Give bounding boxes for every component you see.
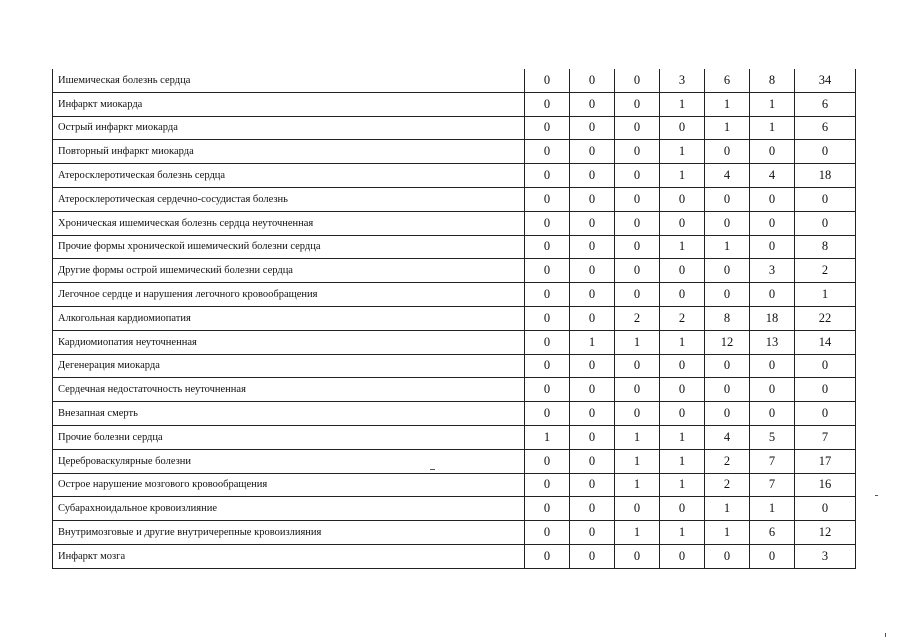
value-cell: 0 <box>525 354 570 378</box>
value-cell: 0 <box>525 306 570 330</box>
value-cell: 0 <box>570 449 615 473</box>
value-cell: 1 <box>705 521 750 545</box>
value-cell: 1 <box>660 235 705 259</box>
value-cell: 0 <box>750 235 795 259</box>
value-cell: 0 <box>750 140 795 164</box>
value-cell: 0 <box>705 187 750 211</box>
value-cell: 0 <box>750 402 795 426</box>
value-cell: 0 <box>570 473 615 497</box>
value-cell: 0 <box>615 116 660 140</box>
value-cell: 0 <box>525 521 570 545</box>
table-row <box>53 92 856 116</box>
value-cell: 0 <box>525 473 570 497</box>
value-cell: 0 <box>570 354 615 378</box>
row-label: Другие формы острой ишемический болезни сердца <box>53 259 525 283</box>
value-cell: 16 <box>795 473 856 497</box>
value-cell: 0 <box>615 92 660 116</box>
value-cell: 1 <box>615 425 660 449</box>
value-cell: 0 <box>660 402 705 426</box>
value-cell: 0 <box>570 402 615 426</box>
value-cell: 2 <box>705 473 750 497</box>
value-cell: 1 <box>705 235 750 259</box>
value-cell: 0 <box>615 164 660 188</box>
row-label: Хроническая ишемическая болезнь сердца неуточненная <box>53 211 525 235</box>
value-cell: 0 <box>525 497 570 521</box>
table-row <box>53 140 856 164</box>
value-cell: 18 <box>795 164 856 188</box>
value-cell: 1 <box>660 92 705 116</box>
value-cell: 0 <box>660 378 705 402</box>
value-cell: 3 <box>795 544 856 568</box>
value-cell: 0 <box>795 378 856 402</box>
value-cell: 0 <box>525 402 570 426</box>
table-row <box>53 306 856 330</box>
value-cell: 1 <box>615 473 660 497</box>
row-label: Повторный инфаркт миокарда <box>53 140 525 164</box>
value-cell: 1 <box>660 140 705 164</box>
row-label: Атеросклеротическая сердечно-сосудистая болезнь <box>53 187 525 211</box>
table-row <box>53 330 856 354</box>
value-cell: 0 <box>525 187 570 211</box>
value-cell: 0 <box>660 283 705 307</box>
value-cell: 0 <box>525 92 570 116</box>
value-cell: 0 <box>705 378 750 402</box>
value-cell: 0 <box>660 187 705 211</box>
value-cell: 0 <box>570 235 615 259</box>
value-cell: 3 <box>750 259 795 283</box>
table-row <box>53 378 856 402</box>
scan-speck <box>875 495 878 496</box>
value-cell: 0 <box>750 544 795 568</box>
scan-speck <box>430 469 435 470</box>
value-cell: 0 <box>660 354 705 378</box>
value-cell: 0 <box>660 259 705 283</box>
value-cell: 4 <box>705 425 750 449</box>
table-row <box>53 354 856 378</box>
value-cell: 0 <box>570 521 615 545</box>
value-cell: 0 <box>525 544 570 568</box>
table-row <box>53 116 856 140</box>
value-cell: 0 <box>750 378 795 402</box>
row-label: Инфаркт мозга <box>53 544 525 568</box>
value-cell: 34 <box>795 69 856 92</box>
value-cell: 0 <box>705 259 750 283</box>
value-cell: 1 <box>705 116 750 140</box>
row-label: Внезапная смерть <box>53 402 525 426</box>
value-cell: 8 <box>795 235 856 259</box>
value-cell: 0 <box>570 116 615 140</box>
value-cell: 18 <box>750 306 795 330</box>
table-row <box>53 283 856 307</box>
scan-speck <box>885 633 886 637</box>
value-cell: 0 <box>615 378 660 402</box>
value-cell: 0 <box>750 211 795 235</box>
table-row <box>53 521 856 545</box>
value-cell: 0 <box>795 497 856 521</box>
value-cell: 0 <box>615 187 660 211</box>
value-cell: 1 <box>705 497 750 521</box>
table-row <box>53 69 856 92</box>
table-row <box>53 187 856 211</box>
value-cell: 1 <box>750 116 795 140</box>
value-cell: 0 <box>615 140 660 164</box>
value-cell: 0 <box>705 354 750 378</box>
value-cell: 0 <box>705 211 750 235</box>
value-cell: 0 <box>570 378 615 402</box>
value-cell: 0 <box>660 211 705 235</box>
value-cell: 14 <box>795 330 856 354</box>
value-cell: 0 <box>615 544 660 568</box>
value-cell: 0 <box>570 283 615 307</box>
row-label: Острое нарушение мозгового кровообращения <box>53 473 525 497</box>
row-label: Кардиомиопатия неуточненная <box>53 330 525 354</box>
value-cell: 0 <box>795 211 856 235</box>
value-cell: 3 <box>660 69 705 92</box>
value-cell: 0 <box>615 283 660 307</box>
value-cell: 7 <box>750 449 795 473</box>
value-cell: 4 <box>750 164 795 188</box>
value-cell: 0 <box>750 354 795 378</box>
value-cell: 0 <box>615 235 660 259</box>
value-cell: 7 <box>795 425 856 449</box>
value-cell: 1 <box>660 449 705 473</box>
row-label: Прочие формы хронической ишемический болезни сердца <box>53 235 525 259</box>
value-cell: 8 <box>705 306 750 330</box>
value-cell: 0 <box>525 116 570 140</box>
value-cell: 0 <box>705 140 750 164</box>
value-cell: 0 <box>615 259 660 283</box>
value-cell: 0 <box>525 283 570 307</box>
row-label: Инфаркт миокарда <box>53 92 525 116</box>
row-label: Прочие болезни сердца <box>53 425 525 449</box>
value-cell: 0 <box>525 235 570 259</box>
value-cell: 0 <box>525 449 570 473</box>
value-cell: 4 <box>705 164 750 188</box>
row-label: Внутримозговые и другие внутричерепные кровоизлияния <box>53 521 525 545</box>
table-row <box>53 164 856 188</box>
value-cell: 0 <box>660 116 705 140</box>
value-cell: 1 <box>660 473 705 497</box>
table-row <box>53 259 856 283</box>
value-cell: 0 <box>570 425 615 449</box>
table-row <box>53 473 856 497</box>
value-cell: 1 <box>660 521 705 545</box>
value-cell: 5 <box>750 425 795 449</box>
value-cell: 1 <box>570 330 615 354</box>
value-cell: 0 <box>615 69 660 92</box>
value-cell: 6 <box>705 69 750 92</box>
value-cell: 1 <box>660 425 705 449</box>
table-row <box>53 211 856 235</box>
value-cell: 0 <box>570 211 615 235</box>
table-row <box>53 497 856 521</box>
value-cell: 0 <box>570 69 615 92</box>
table-row <box>53 402 856 426</box>
value-cell: 2 <box>660 306 705 330</box>
value-cell: 0 <box>660 544 705 568</box>
table-row <box>53 449 856 473</box>
mortality-table <box>52 69 856 569</box>
value-cell: 0 <box>750 187 795 211</box>
value-cell: 0 <box>615 211 660 235</box>
value-cell: 1 <box>750 92 795 116</box>
value-cell: 0 <box>750 283 795 307</box>
value-cell: 0 <box>570 544 615 568</box>
value-cell: 0 <box>525 140 570 164</box>
row-label: Субарахноидальное кровоизлияние <box>53 497 525 521</box>
value-cell: 0 <box>570 187 615 211</box>
value-cell: 0 <box>705 402 750 426</box>
table-body <box>53 69 856 568</box>
value-cell: 1 <box>525 425 570 449</box>
table-row <box>53 425 856 449</box>
value-cell: 0 <box>525 211 570 235</box>
value-cell: 0 <box>570 306 615 330</box>
value-cell: 0 <box>525 330 570 354</box>
row-label: Сердечная недостаточность неуточненная <box>53 378 525 402</box>
value-cell: 1 <box>750 497 795 521</box>
row-label: Цереброваскулярные болезни <box>53 449 525 473</box>
value-cell: 13 <box>750 330 795 354</box>
value-cell: 1 <box>660 164 705 188</box>
value-cell: 0 <box>570 259 615 283</box>
value-cell: 2 <box>705 449 750 473</box>
value-cell: 0 <box>570 497 615 521</box>
value-cell: 1 <box>660 330 705 354</box>
table-row <box>53 235 856 259</box>
value-cell: 2 <box>615 306 660 330</box>
value-cell: 6 <box>795 116 856 140</box>
row-label: Легочное сердце и нарушения легочного кровообращения <box>53 283 525 307</box>
value-cell: 1 <box>795 283 856 307</box>
value-cell: 6 <box>750 521 795 545</box>
value-cell: 1 <box>615 449 660 473</box>
value-cell: 0 <box>525 164 570 188</box>
value-cell: 0 <box>795 354 856 378</box>
value-cell: 0 <box>795 140 856 164</box>
value-cell: 8 <box>750 69 795 92</box>
value-cell: 0 <box>705 544 750 568</box>
value-cell: 0 <box>615 402 660 426</box>
value-cell: 1 <box>615 330 660 354</box>
row-label: Атеросклеротическая болезнь сердца <box>53 164 525 188</box>
row-label: Алкогольная кардиомиопатия <box>53 306 525 330</box>
row-label: Ишемическая болезнь сердца <box>53 69 525 92</box>
value-cell: 12 <box>705 330 750 354</box>
value-cell: 6 <box>795 92 856 116</box>
value-cell: 0 <box>525 69 570 92</box>
value-cell: 0 <box>525 378 570 402</box>
value-cell: 0 <box>570 140 615 164</box>
value-cell: 22 <box>795 306 856 330</box>
value-cell: 17 <box>795 449 856 473</box>
value-cell: 1 <box>705 92 750 116</box>
value-cell: 0 <box>660 497 705 521</box>
table-row <box>53 544 856 568</box>
value-cell: 12 <box>795 521 856 545</box>
value-cell: 1 <box>615 521 660 545</box>
value-cell: 0 <box>795 187 856 211</box>
value-cell: 0 <box>570 164 615 188</box>
value-cell: 0 <box>615 497 660 521</box>
row-label: Острый инфаркт миокарда <box>53 116 525 140</box>
row-label: Дегенерация миокарда <box>53 354 525 378</box>
value-cell: 7 <box>750 473 795 497</box>
value-cell: 2 <box>795 259 856 283</box>
value-cell: 0 <box>525 259 570 283</box>
value-cell: 0 <box>795 402 856 426</box>
value-cell: 0 <box>615 354 660 378</box>
value-cell: 0 <box>570 92 615 116</box>
value-cell: 0 <box>705 283 750 307</box>
